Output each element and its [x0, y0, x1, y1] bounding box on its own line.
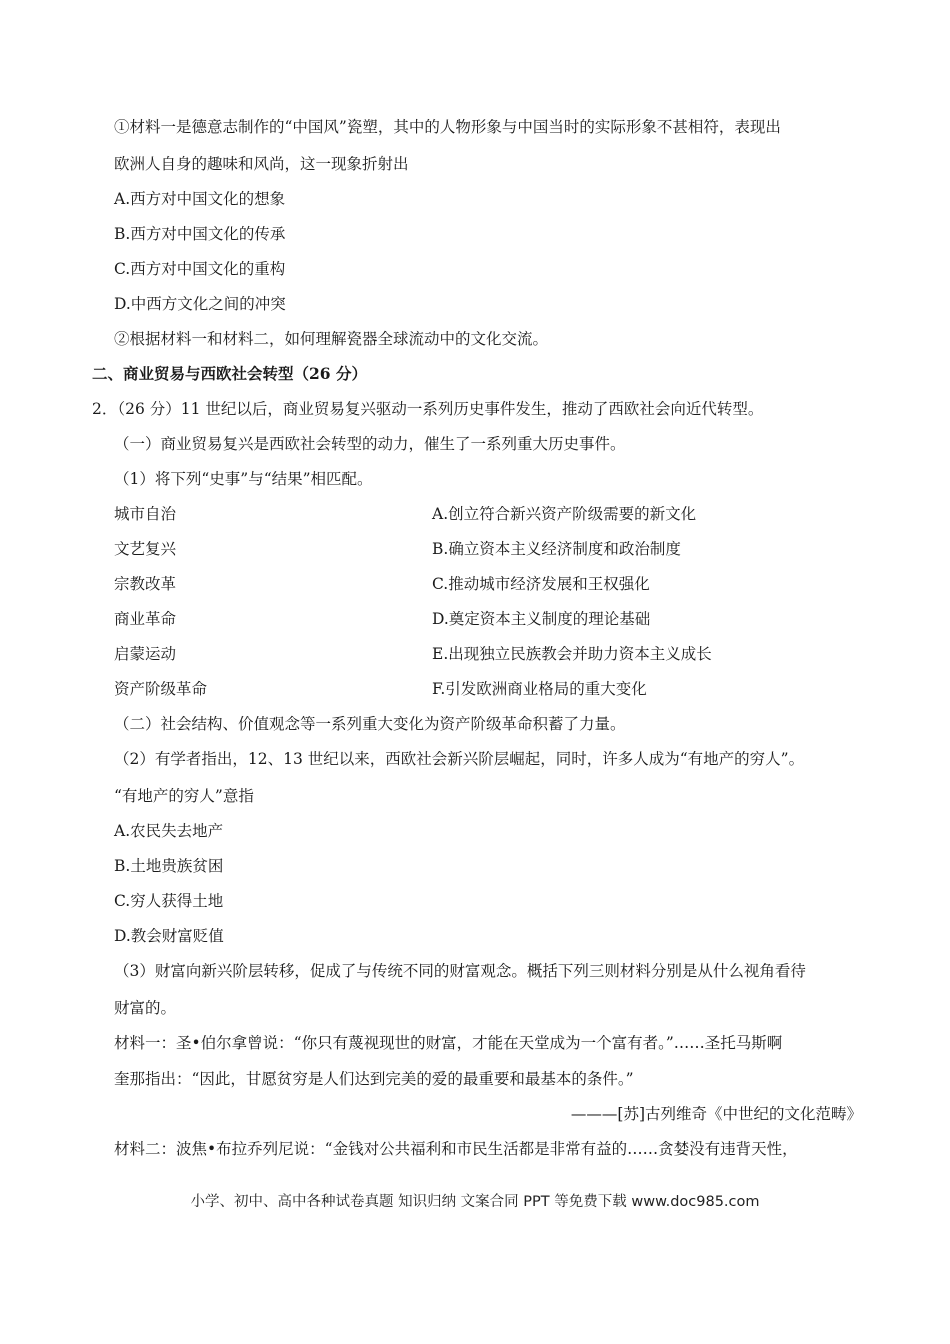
q1-option-c: C.西方对中国文化的重构: [114, 260, 286, 278]
q1-option-b: B.西方对中国文化的传承: [114, 225, 286, 243]
q1-sub2: ②根据材料一和材料二，如何理解瓷器全球流动中的文化交流。: [114, 330, 549, 348]
match-event-5: 启蒙运动: [114, 645, 177, 663]
q2-2-option-a: A.农民失去地产: [114, 822, 224, 840]
match-event-3: 宗教改革: [114, 575, 177, 593]
q1-option-d: D.中西方文化之间的冲突: [114, 295, 286, 313]
material2-line1: 材料二：波焦•布拉乔列尼说：“金钱对公共福利和市民生活都是非常有益的……贪婪没有违背天性，: [114, 1140, 798, 1158]
material1-source: ———[苏]古列维奇《中世纪的文化范畴》: [570, 1105, 862, 1123]
page-footer: 小学、初中、高中各种试卷真题 知识归纳 文案合同 PPT 等免费下载 www.doc985.com: [190, 1194, 760, 1210]
match-event-2: 文艺复兴: [114, 540, 177, 558]
q2-2-line1: （2）有学者指出，12、13 世纪以来，西欧社会新兴阶层崛起，同时，许多人成为“有地产的穷人”。: [114, 750, 805, 768]
q2-intro: 2．（26 分）11 世纪以后，商业贸易复兴驱动一系列历史事件发生，推动了西欧社会向近代转型。: [92, 400, 764, 418]
section2-heading: 二、商业贸易与西欧社会转型（26 分）: [92, 364, 367, 383]
match-event-6: 资产阶级革命: [114, 680, 208, 698]
match-result-1: A.创立符合新兴资产阶级需要的新文化: [432, 505, 697, 523]
q2-3-line2: 财富的。: [114, 999, 177, 1017]
part2-intro: （二）社会结构、价值观念等一系列重大变化为资产阶级革命积蓄了力量。: [114, 715, 626, 733]
match-result-5: E.出现独立民族教会并助力资本主义成长: [432, 645, 712, 663]
q1-sub1-line2: 欧洲人自身的趣味和风尚，这一现象折射出: [114, 155, 409, 173]
match-result-6: F.引发欧洲商业格局的重大变化: [432, 680, 647, 698]
q2-3-line1: （3）财富向新兴阶层转移，促成了与传统不同的财富观念。概括下列三则材料分别是从什么视角看待: [114, 962, 806, 980]
match-result-3: C.推动城市经济发展和王权强化: [432, 575, 650, 593]
material1-line1: 材料一：圣•伯尔拿曾说：“你只有蔑视现世的财富，才能在天堂成为一个富有者。”……圣托马斯啊: [114, 1034, 783, 1052]
match-event-4: 商业革命: [114, 610, 177, 628]
q2-2-line2: “有地产的穷人”意指: [114, 787, 254, 805]
q2-1-prompt: （1）将下列“史事”与“结果”相匹配。: [114, 470, 373, 488]
q2-2-option-b: B.土地贵族贫困: [114, 857, 224, 875]
match-result-2: B.确立资本主义经济制度和政治制度: [432, 540, 681, 558]
q1-option-a: A.西方对中国文化的想象: [114, 190, 286, 208]
q2-2-option-d: D.教会财富贬值: [114, 927, 224, 945]
q2-2-option-c: C.穷人获得土地: [114, 892, 224, 910]
q1-sub1-line1: ①材料一是德意志制作的“中国风”瓷塑，其中的人物形象与中国当时的实际形象不甚相符，表现出: [114, 118, 781, 136]
match-result-4: D.奠定资本主义制度的理论基础: [432, 610, 651, 628]
material1-line2: 奎那指出：“因此，甘愿贫穷是人们达到完美的爱的最重要和最基本的条件。”: [114, 1070, 634, 1088]
match-event-1: 城市自治: [114, 505, 177, 523]
part1-intro: （一）商业贸易复兴是西欧社会转型的动力，催生了一系列重大历史事件。: [114, 435, 626, 453]
